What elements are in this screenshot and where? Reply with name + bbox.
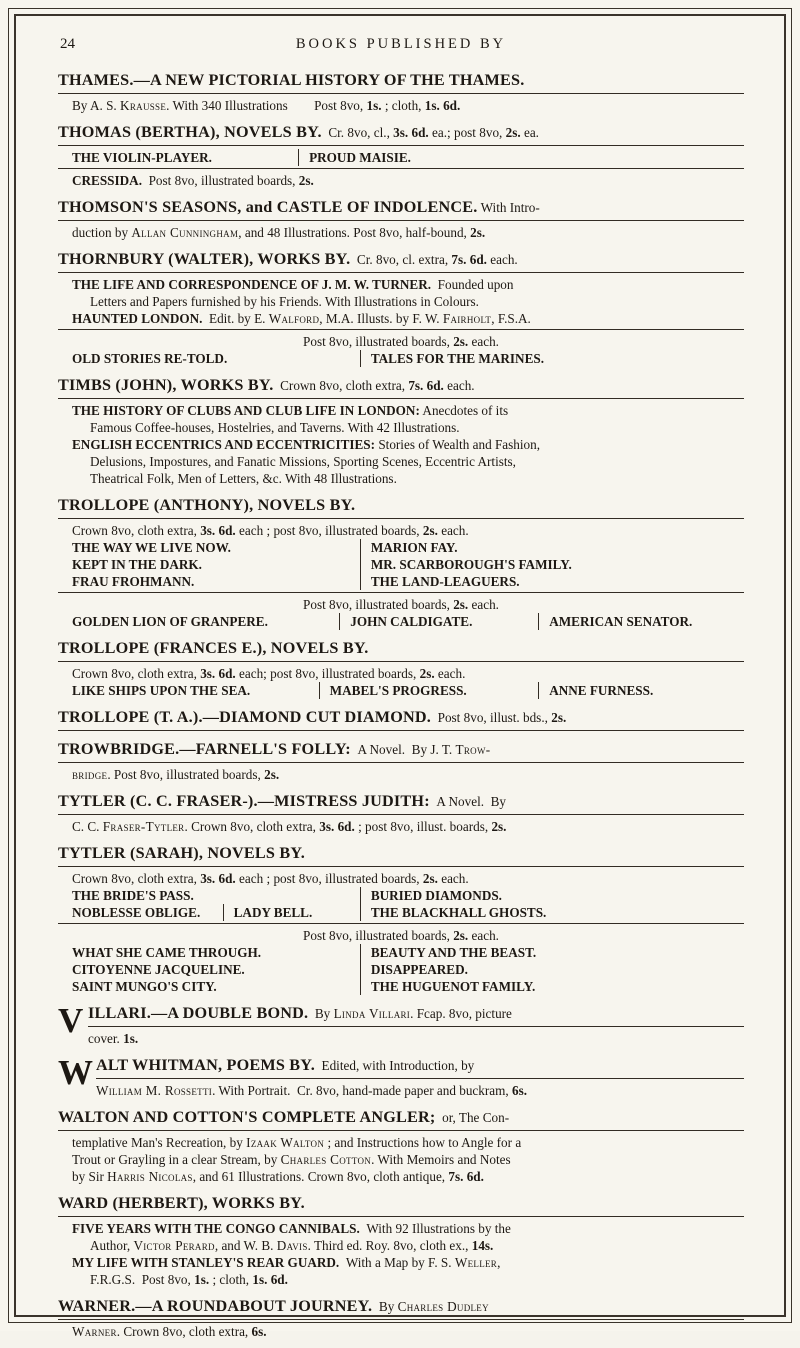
book-title: BURIED DIAMONDS. [360,887,744,904]
entry-body-text: Victor Perard [133,1238,215,1253]
entry-body-text: C. C. [72,819,103,834]
entry-body-text: . With Portrait. Cr. 8vo, hand-made paper and buckram, [212,1083,512,1098]
entry-body-text: MY LIFE WITH STANLEY'S REAR GUARD. [72,1255,340,1270]
entry-heading [58,249,744,273]
book-title-row [58,613,744,630]
entry-body-text: or, The Con- [435,1110,510,1125]
book-title: WHAT SHE CAME THROUGH. [72,945,262,960]
entry-title-text: WARD (HERBERT), WORKS BY. [58,1194,305,1212]
entry-heading [58,122,744,146]
entry-text [58,1134,744,1151]
entry-thomas-bertha [58,122,744,189]
entry-text [58,1151,744,1168]
book-title-row [58,978,744,995]
entry-body-text: ENGLISH ECCENTRICS AND ECCENTRICITIES: [72,437,376,452]
entry-body-text: ; cloth, [209,1272,253,1287]
entry-body-text: 3s. 6d. [200,666,236,681]
book-title: NOBLESSE OBLIGE. [72,905,201,920]
entry-body-text: ; cloth, [381,98,425,113]
book-title: THE WAY WE LIVE NOW. [72,540,231,555]
entry-walt-whitman [58,1055,744,1099]
entry-heading [58,1107,744,1131]
entry-body-text: CRESSIDA. [72,173,142,188]
entry-body-text: duction by [72,225,132,240]
entry-heading: W ALT WHITMAN, POEMS BY. Edited, with Introduction, by [96,1055,744,1079]
book-title: LADY BELL. [223,904,360,921]
entry-heading [58,638,744,662]
entry-title-text: TYTLER (C. C. FRASER-).—MISTRESS JUDITH: [58,792,430,810]
entry-body-text: Charles Cotton [280,1152,372,1167]
entry-body-text: 6s. [511,1083,527,1098]
entry-body-text: 1s. [123,1031,139,1046]
entry-trollope-t-a [58,707,744,731]
entry-body-text: 6s. [251,1324,267,1339]
entry-text [58,470,744,487]
entry-heading [58,197,744,221]
entry-walton-cotton [58,1107,744,1185]
entry-body-text: 1s. [194,1272,210,1287]
book-title: MABEL'S PROGRESS. [319,682,539,699]
entry-heading [58,843,744,867]
entry-text [58,766,744,783]
entry-body-text: A Novel. By J. T. [350,742,456,757]
entry-title-text: TROLLOPE (ANTHONY), NOVELS BY. [58,496,356,514]
entry-body-text: each ; post 8vo, illustrated boards, [235,871,423,886]
entry-body-text: 2s. [551,710,567,725]
entry-body-text: each. [434,666,466,681]
entry-body-text: each. [443,378,475,393]
book-title-row [58,944,744,961]
entry-trollope-anthony [58,495,744,630]
entry-body-text: Charles Dudley [397,1299,489,1314]
entry-body-text: Cr. 8vo, cl., [321,125,394,140]
book-title-row [58,887,744,904]
entry-text [58,419,744,436]
entry-body-text: . With Memoirs and Notes [371,1152,511,1167]
entry-text [58,818,744,835]
book-title: THE HUGUENOT FAMILY. [360,978,744,995]
book-title-row [58,149,744,169]
entry-body-text: A Novel. By [429,794,507,809]
entry-body-text: each; post 8vo, illustrated boards, [235,666,420,681]
entry-ward-herbert [58,1193,744,1288]
entry-body-text: 14s. [471,1238,494,1253]
entry-body-text: Allan Cunningham [131,225,239,240]
entry-villari [58,1003,744,1047]
entry-text [58,97,744,114]
entry-body-text: By [308,1006,334,1021]
entry-body-text: Anecdotes of its [419,403,509,418]
entry-body-text: 1s. 6d. [252,1272,288,1287]
entry-text [58,596,744,613]
entry-text [58,436,744,453]
book-title-row [58,682,744,699]
entry-body-text: 2s. [505,125,521,140]
entry-body-text: 7s. 6d. [408,378,444,393]
entry-heading [58,739,744,763]
entry-body-text: With a Map by F. S. [339,1255,455,1270]
entry-body-text: 1s. 6d. [424,98,461,113]
entry-body-text: , M.A. Illusts. by F. W. [319,311,443,326]
entry-text [58,927,744,944]
entry-heading [58,1193,744,1217]
entry-text [88,1030,744,1047]
page-content [58,28,744,1348]
entry-heading [58,70,744,94]
entry-thames [58,70,744,114]
entry-text [58,172,744,189]
entry-thomsons-seasons [58,197,744,241]
book-title: SAINT MUNGO'S CITY. [72,979,217,994]
entry-body-text: Post 8vo, illustrated boards, [303,597,454,612]
entry-text [58,1237,744,1254]
entry-body-text: 2s. [453,928,469,943]
entry-timbs [58,375,744,487]
entry-title-text: THOMSON'S SEASONS, and CASTLE OF INDOLENCE. [58,198,478,216]
entry-body-text: Cr. 8vo, cl. extra, [350,252,452,267]
entry-body-text: Crown 8vo, cloth extra, [72,666,201,681]
book-title: THE LAND-LEAGUERS. [360,573,744,590]
entry-tytler-fraser [58,791,744,835]
entry-body-text: each. [468,334,499,349]
entry-body-text: Fraser-Tytler [102,819,185,834]
entry-body-text: HAUNTED LONDON. [72,311,203,326]
entry-title-text: WALTON AND COTTON'S COMPLETE ANGLER; [58,1108,436,1126]
entry-body-text: , [497,1255,501,1270]
entry-body-text: bridge [72,767,108,782]
entry-text [58,293,744,310]
entry-body-text: , and 61 Illustrations. Crown 8vo, cloth antique, [192,1169,449,1184]
entry-title-text: TROLLOPE (T. A.).—DIAMOND CUT DIAMOND. [58,708,432,726]
entry-body-text: By [372,1299,398,1314]
entry-body-text: Edit. by E. [202,311,269,326]
entry-body-text: 2s. [453,597,469,612]
book-title: MR. SCARBOROUGH'S FAMILY. [360,556,744,573]
entry-trollope-frances [58,638,744,699]
book-title-row [58,556,744,573]
entry-body-text: each. [468,928,499,943]
entry-heading [58,375,744,399]
entry-body-text: With Intro- [477,200,540,215]
book-title: LIKE SHIPS UPON THE SEA. [72,683,251,698]
entry-body-text: Post 8vo, illust. bds., [431,710,552,725]
entry-body-text: 1s. [366,98,382,113]
book-title: JOHN CALDIGATE. [339,613,538,630]
entry-heading [58,707,744,731]
entry-body-text: by Sir [72,1169,108,1184]
entry-body-text: Post 8vo, illustrated boards, [303,928,454,943]
entry-body-text: Krausse [120,98,167,113]
entry-body-text: templative Man's Recreation, by [72,1135,247,1150]
entry-body-text: Warner [72,1324,117,1339]
entry-body-text: Linda Villari [333,1006,411,1021]
entry-title-text: THAMES.—A NEW PICTORIAL HISTORY OF THE THAMES. [58,71,525,89]
entry-body-text: Edited, with Introduction, by [314,1058,475,1073]
entry-body-text: each. [486,252,518,267]
entry-body-text: Author, [90,1238,134,1253]
entry-text [58,1271,744,1288]
entry-body-text: each. [437,523,469,538]
entry-thornbury [58,249,744,367]
book-title: BEAUTY AND THE BEAST. [360,944,744,961]
book-title-row [58,961,744,978]
page-header [58,28,744,62]
entry-title-text: TROWBRIDGE.—FARNELL'S FOLLY: [58,740,351,758]
book-title: ANNE FURNESS. [538,682,744,699]
entry-body-text: . Fcap. 8vo, picture [410,1006,512,1021]
entry-body-text: Fairholt [442,311,492,326]
entry-body-text: 2s. [422,871,438,886]
entry-body-text: William M. Rossetti [96,1083,213,1098]
entry-tytler-sarah [58,843,744,995]
entry-body-text: 2s. [470,225,486,240]
entry-text [58,522,744,539]
entry-text [58,310,744,330]
entry-text [58,224,744,241]
entry-body-text: , and W. B. [214,1238,277,1253]
entry-body-text: 2s. [491,819,507,834]
entry-title-text: ALT WHITMAN, POEMS BY. [96,1056,315,1074]
book-title-row [58,904,744,924]
entry-body-text: Founded upon [431,277,514,292]
book-title-row [58,573,744,593]
entry-body-text: . Post 8vo, illustrated boards, [107,767,265,782]
entry-body-text: Crown 8vo, cloth extra, [72,871,201,886]
entry-body-text: Delusions, Impostures, and Fanatic Missions, Sporting Scenes, Eccentric Artists, [90,454,516,469]
entry-body-text: Letters and Papers furnished by his Friends. With Illustrations in Colours. [90,294,479,309]
entry-body-text: Izaak Walton [246,1135,325,1150]
book-title: KEPT IN THE DARK. [72,557,202,572]
entry-body-text: 3s. 6d. [200,871,236,886]
entry-body-text: THE LIFE AND CORRESPONDENCE OF J. M. W. TURNER. [72,277,432,292]
entry-body-text: each ; post 8vo, illustrated boards, [235,523,423,538]
entry-body-text: . Third ed. Roy. 8vo, cloth ex., [307,1238,472,1253]
book-title: GOLDEN LION OF GRANPERE. [72,614,268,629]
entry-heading [58,1296,744,1320]
entry-text [58,665,744,682]
book-title: CITOYENNE JACQUELINE. [72,962,245,977]
entry-body-text: Post 8vo, illustrated boards, [142,173,299,188]
entry-body-text: FIVE YEARS WITH THE CONGO CANNIBALS. [72,1221,360,1236]
book-title: THE BRIDE'S PASS. [72,888,194,903]
entry-title-text: THORNBURY (WALTER), WORKS BY. [58,250,351,268]
entry-body-text: ; and Instructions how to Angle for a [324,1135,522,1150]
entry-body-text: Trout or Grayling in a clear Stream, by [72,1152,281,1167]
entry-body-text: , and 48 Illustrations. Post 8vo, half-bound, [238,225,471,240]
entry-body-text: ; post 8vo, illust. boards, [354,819,492,834]
entry-body-text: , F.S.A. [491,311,531,326]
entry-body-text: each. [468,597,499,612]
entry-title-text: WARNER.—A ROUNDABOUT JOURNEY. [58,1297,373,1315]
entry-body-text: . With 340 Illustrations Post 8vo, [166,98,367,113]
entry-body-text: 2s. [264,767,280,782]
book-title: FRAU FROHMANN. [72,574,195,589]
entry-body-text: By A. S. [72,98,121,113]
book-title-row [58,539,744,556]
entry-body-text: F.R.G.S. Post 8vo, [90,1272,195,1287]
entry-title-text: THOMAS (BERTHA), NOVELS BY. [58,123,322,141]
entry-body-text: Crown 8vo, cloth extra, [72,523,201,538]
entry-body-text: 2s. [422,523,438,538]
entry-body-text: . Crown 8vo, cloth extra, [116,1324,252,1339]
book-title: MARION FAY. [360,539,744,556]
entry-body-text: Crown 8vo, cloth extra, [273,378,409,393]
entry-body-text: 7s. 6d. [448,1169,484,1184]
entry-text [58,1220,744,1237]
entry-body-text: Post 8vo, illustrated boards, [303,334,454,349]
entry-body-text: Stories of Wealth and Fashion, [375,437,541,452]
entry-body-text: Famous Coffee-houses, Hostelries, and Taverns. With 42 Illustrations. [90,420,460,435]
entry-text [58,1254,744,1271]
entry-body-text: 2s. [419,666,435,681]
page-number: 24 [60,36,75,52]
entry-body-text: Trow- [455,742,491,757]
entry-heading: V ILLARI.—A DOUBLE BOND. By Linda Villari. Fcap. 8vo, picture [88,1003,744,1027]
entry-body-text: ea. [520,125,539,140]
entries [58,70,744,1340]
entry-body-text: With 92 Illustrations by the [359,1221,511,1236]
entry-body-text: . Crown 8vo, cloth extra, [184,819,320,834]
entry-text [58,870,744,887]
book-title: TALES FOR THE MARINES. [360,350,744,367]
entry-title-text: TIMBS (JOHN), WORKS BY. [58,376,274,394]
entry-title-text: ILLARI.—A DOUBLE BOND. [88,1004,309,1022]
entry-body-text: 3s. 6d. [393,125,429,140]
entry-body-text: Weller [454,1255,498,1270]
entry-body-text: cover. [88,1031,124,1046]
entry-title-text: TYTLER (SARAH), NOVELS BY. [58,844,306,862]
book-title-row [58,350,744,367]
entry-warner [58,1296,744,1340]
book-title: THE BLACKHALL GHOSTS. [360,904,744,921]
entry-text [58,333,744,350]
entry-body-text: Harris Nicolas [107,1169,193,1184]
book-title: AMERICAN SENATOR. [538,613,744,630]
entry-text [58,453,744,470]
entry-body-text: Davis [276,1238,308,1253]
entry-title-text: TROLLOPE (FRANCES E.), NOVELS BY. [58,639,369,657]
entry-body-text: 2s. [453,334,469,349]
entry-body-text: 3s. 6d. [200,523,236,538]
book-title: DISAPPEARED. [360,961,744,978]
entry-heading [58,791,744,815]
entry-heading [58,495,744,519]
entry-body-text: 3s. 6d. [319,819,355,834]
entry-body-text: ea.; post 8vo, [428,125,506,140]
entry-body-text: each. [437,871,469,886]
entry-text [58,1168,744,1185]
entry-body-text: Walford [268,311,320,326]
book-title: OLD STORIES RE-TOLD. [72,351,228,366]
entry-text [96,1082,744,1099]
entry-body-text: 2s. [298,173,314,188]
entry-body-text: THE HISTORY OF CLUBS AND CLUB LIFE IN LONDON: [72,403,420,418]
book-title: THE VIOLIN-PLAYER. [72,150,212,165]
entry-body-text: 7s. 6d. [451,252,487,267]
entry-body-text: Theatrical Folk, Men of Letters, &c. With 48 Illustrations. [90,471,397,486]
book-title: PROUD MAISIE. [298,149,744,166]
entry-text [58,1323,744,1340]
entry-text [58,402,744,419]
running-header: BOOKS PUBLISHED BY [295,36,507,52]
entry-trowbridge [58,739,744,783]
entry-text [58,276,744,293]
